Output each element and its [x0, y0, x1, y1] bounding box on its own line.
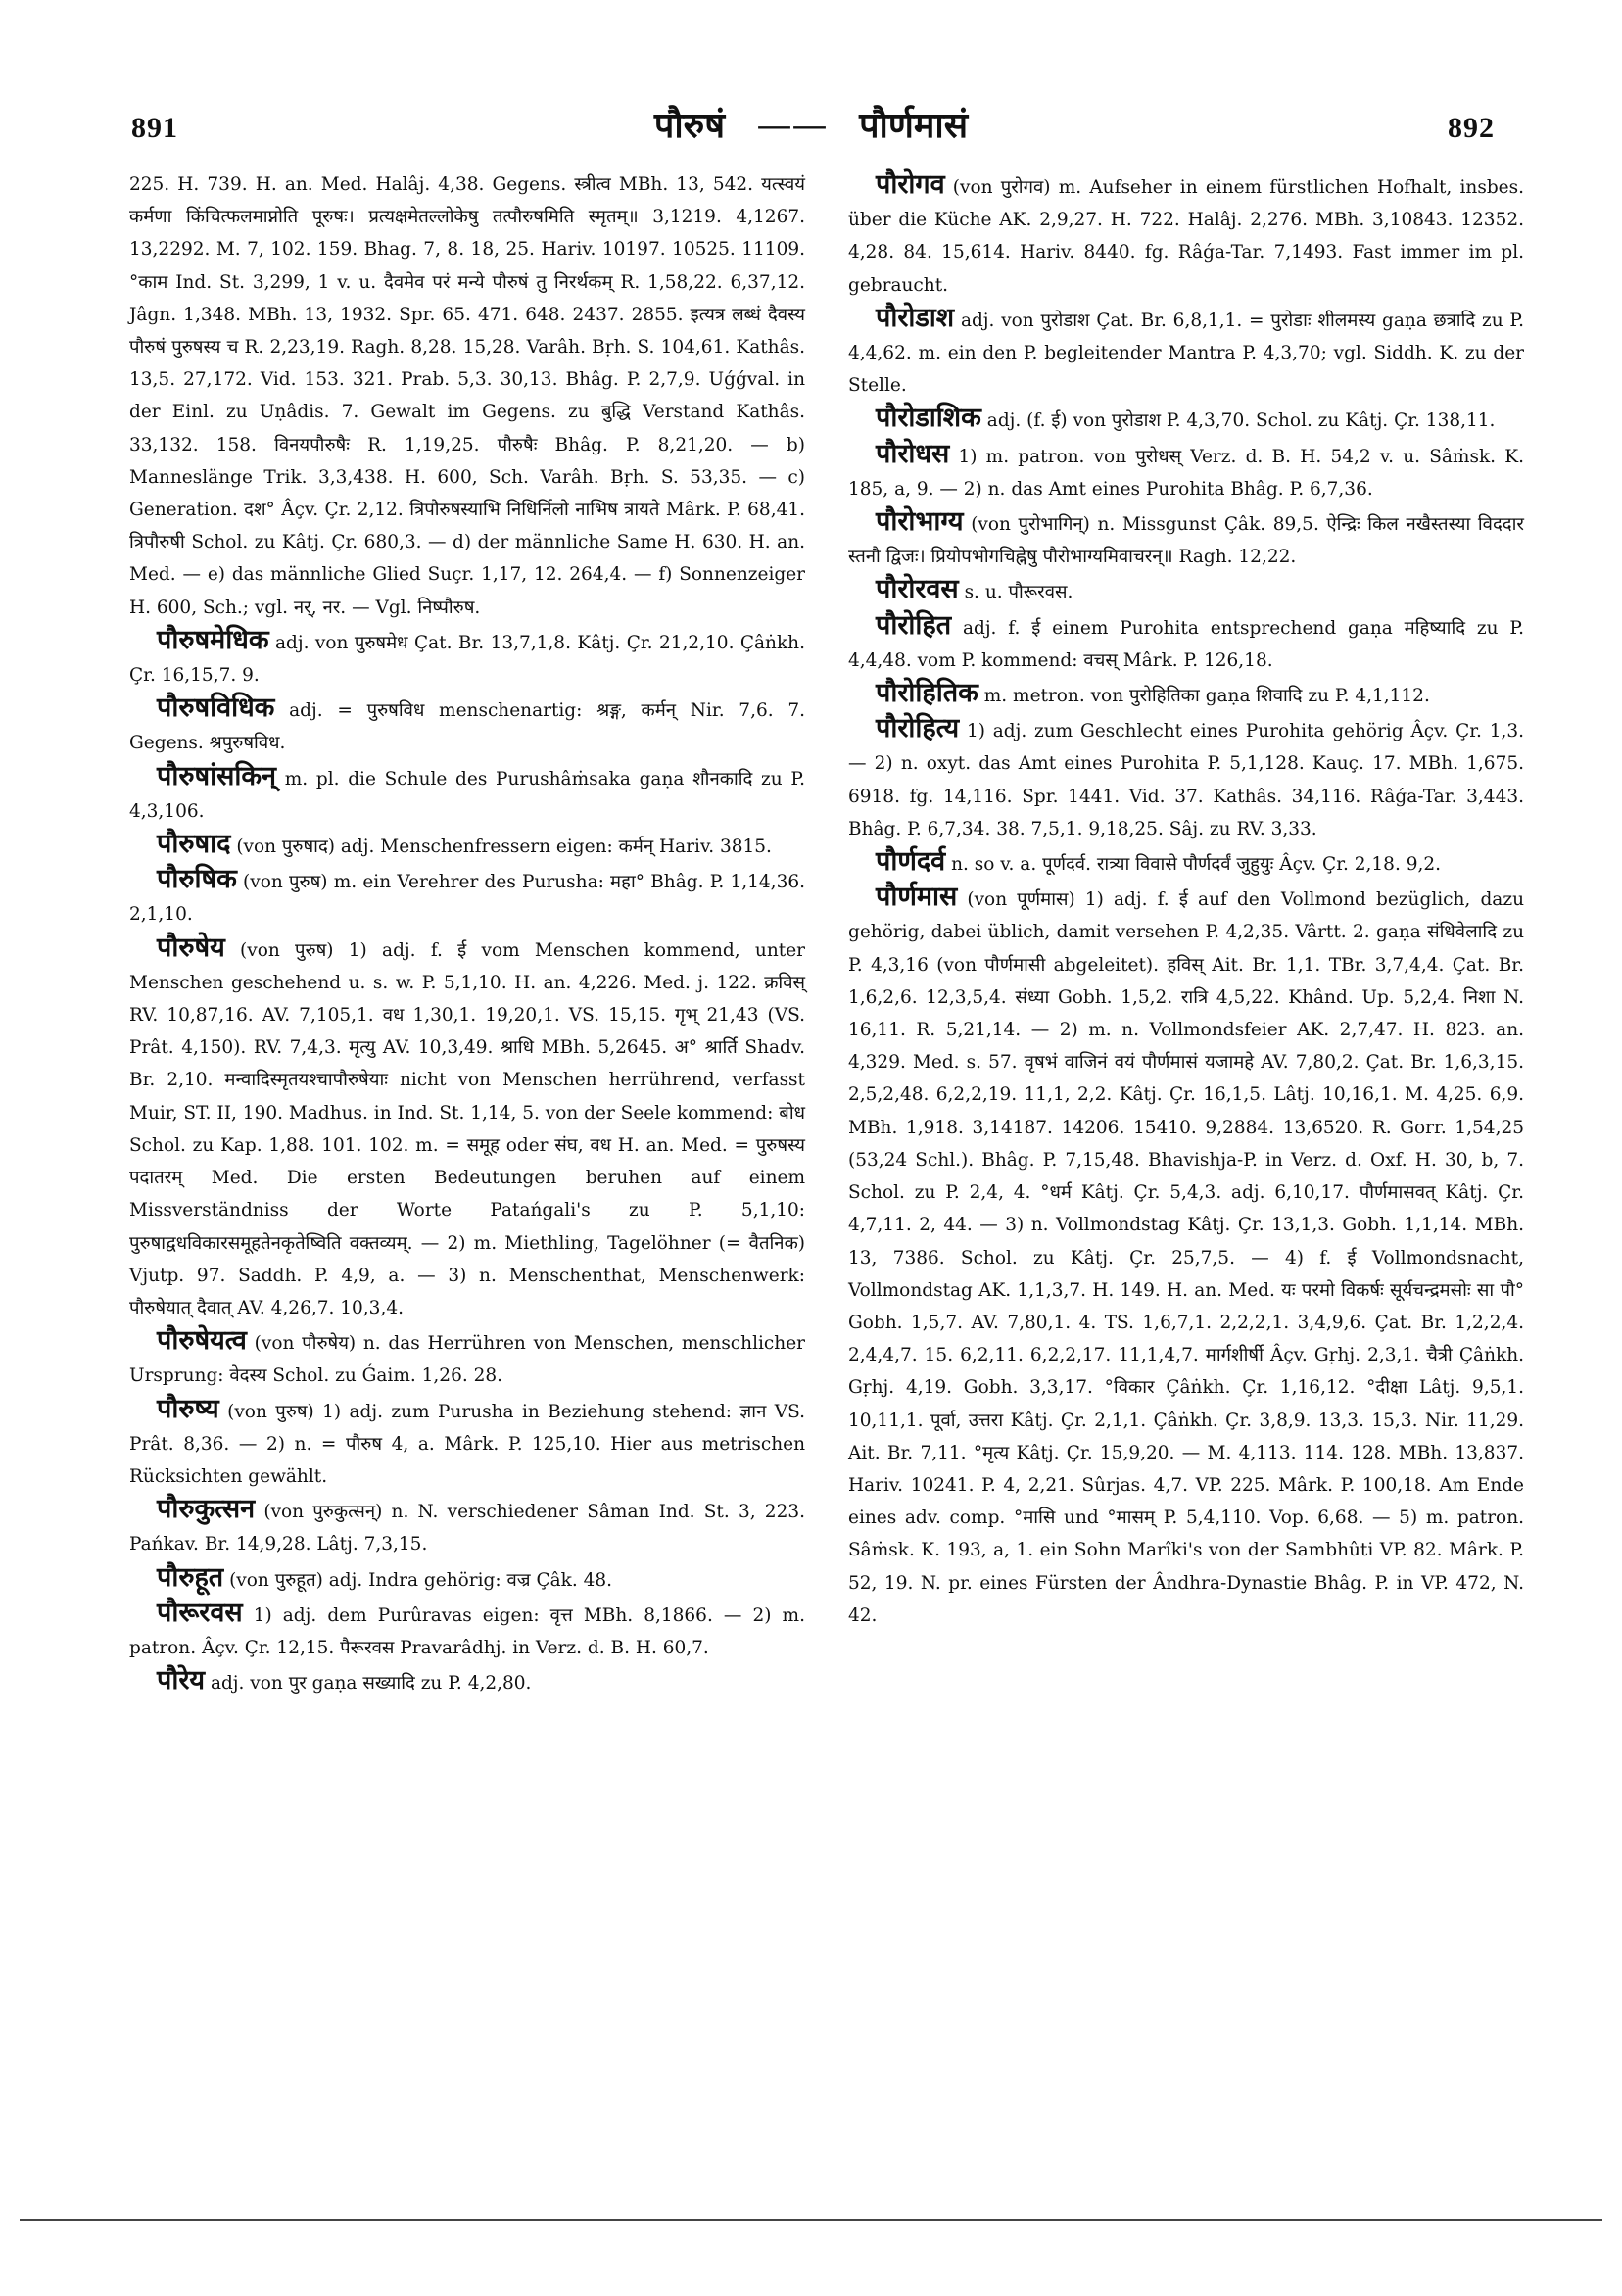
dictionary-entry [848, 505, 1524, 573]
dictionary-entry [848, 302, 1524, 403]
entry-headword: पौरोडाशिक [876, 403, 981, 434]
entry-text: (von पुरुष) 1) adj. f. ई vom Menschen kommend, unter Menschen geschehend u. s. w. P. 5,1,10. H. an. 4,226. Med. j. 122. क्रविस् RV. 10,87,16. AV. 7,105,1. वध 1,30,1. 19,20,1. VS. 15,15. गृभ् 21,43 (VS. Prât. 4,150). RV. 7,4,3. मृत्यु AV. 10,3,49. श्राधि MBh. 5,2645. अ° श्रार्ति Shadv. Br. 2,10. मन्वादिस्मृतयश्चापौरुषेयाः nicht von Menschen herrührend, verfasst Muir, ST. II, 190. Madhus. in Ind. St. 1,14, 5. von der Seele kommend: बोध Schol. zu Kap. 1,88. 101. 102. m. = समूह oder संघ, वध H. an. Med. = पुरुषस्य पदातरम् Med. Die ersten Bedeutungen beruhen auf einem Missverständniss der Worte Patańgali's zu P. 5,1,10: पुरुषाद्वधविकारसमूहतेनकृतेष्विति वक्तव्यम्. — 2) m. Miethling, Tagelöhner (= वैतनिक) Vjutp. 97. Saddh. P. 4,9, a. — 3) n. Menschenthat, Menschenwerk: पौरुषेयात् दैवात् AV. 4,26,7. 10,3,4. [129, 939, 805, 1318]
dictionary-entry [129, 1664, 805, 1699]
dictionary-entry [129, 932, 805, 1324]
entry-headword: पौरुषविधिक [157, 693, 275, 724]
entry-headword: पौरुषांसकिन् [157, 760, 277, 791]
dictionary-entry [129, 692, 805, 759]
entry-text: adj. (f. ई) von पुरोडाश P. 4,3,70. Schol. zu Kâtj. Çr. 138,11. [986, 410, 1496, 432]
entry-text: 1) adj. zum Geschlecht eines Purohita gehörig Âçv. Çr. 1,3. — 2) n. oxyt. das Amt eines Purohita P. 5,1,128. Kauç. 17. MBh. 1,675. 6918. fg. 14,116. Spr. 1441. Vid. 37. Kathâs. 34,116. Râǵa-Tar. 3,443. Bhâg. P. 6,7,34. 38. 7,5,1. 9,18,25. Sâj. zu RV. 3,33. [848, 721, 1524, 839]
running-title-right: पौर्णमासं [859, 105, 969, 146]
dictionary-entry [848, 881, 1524, 1632]
entry-text: adj. von पुरोडाश Çat. Br. 6,8,1,1. = पुरोडाः शीलमस्य gaṇa छत्रादि zu P. 4,4,62. m. ein den P. begleitender Mantra P. 4,3,70; vgl. Siddh. K. zu der Stelle. [848, 310, 1524, 397]
dictionary-entry [129, 1493, 805, 1560]
entry-text: (von पौरुषेय) n. das Herrühren von Menschen, menschlicher Ursprung: वेदस्य Schol. zu Ǵaim. 1,26. 28. [129, 1333, 805, 1387]
dictionary-entry [129, 1561, 805, 1597]
running-title [127, 100, 1495, 148]
dictionary-entry [129, 1597, 805, 1664]
entry-headword: पौरुष्य [157, 1393, 219, 1424]
dictionary-entry [848, 845, 1524, 881]
dictionary-entry [848, 677, 1524, 712]
entry-text: m. pl. die Schule des Purushâṁsaka gaṇa शौनकादि zu P. 4,3,106. [129, 768, 805, 822]
entry-text: (von पुरोभागिन्) n. Missgunst Çâk. 89,5. ऐन्द्रिः किल नखैस्तस्या विददार स्तनौ द्विजः। प्रियोपभोगचिह्नेषु पौरोभाग्यमिवाचरन्॥ Ragh. 12,22. [848, 514, 1524, 568]
entry-headword: पौरुकुत्सन [157, 1494, 256, 1525]
running-title-dash: —— [756, 106, 828, 146]
entry-text: (von पुरुष) m. ein Verehrer des Purusha: महा° Bhâg. P. 1,14,36. 2,1,10. [129, 872, 805, 926]
entry-text: adj. = पुरुषविध menschenartig: श्रङ्ग, कर्मन् Nir. 7,6. 7. Gegens. श्रपुरुषविध. [129, 700, 805, 754]
entry-text: adj. von पुरुषमेध Çat. Br. 13,7,1,8. Kâtj. Çr. 21,2,10. Çâṅkh. Çr. 16,15,7. 9. [129, 632, 805, 687]
entry-headword: पौरूरवस [157, 1597, 243, 1628]
entry-headword: पौरोहित्य [876, 713, 960, 744]
entry-headword: पौरुषेय [157, 932, 225, 963]
entry-headword: पौरुषमेधिक [157, 624, 269, 655]
entry-headword: पौरोहित [876, 609, 952, 641]
dictionary-entry [848, 573, 1524, 608]
dictionary-entry [848, 168, 1524, 302]
entry-text: (von पुरुकुत्सन्) n. N. verschiedener Sâman Ind. St. 3, 223. Pańkav. Br. 14,9,28. Lâtj. 7,3,15. [129, 1502, 805, 1555]
left-column [129, 168, 805, 1699]
dictionary-entry [848, 712, 1524, 845]
page-header [127, 94, 1495, 153]
entry-headword: पौरुषेयत्व [157, 1325, 247, 1357]
page-number-right: 892 [1448, 112, 1495, 144]
dictionary-entry [848, 438, 1524, 505]
entry-text: m. metron. von पुरोहितिका gaṇa शिवादि zu P. 4,1,112. [983, 686, 1430, 707]
entry-text: adj. f. ई einem Purohita entsprechend gaṇa महिष्यादि zu P. 4,4,48. vom P. kommend: वचस् Mârk. P. 126,18. [848, 617, 1524, 671]
dictionary-entry [848, 609, 1524, 677]
entry-text: 1) adj. dem Purûravas eigen: वृत्त MBh. 8,1866. — 2) m. patron. Âçv. Çr. 12,15. पैरूरवस Pravarâdhj. in Verz. d. B. H. 60,7. [129, 1604, 805, 1658]
entry-continuation [129, 168, 805, 624]
entry-headword: पौरुषाद [157, 829, 231, 860]
page-number-left: 891 [131, 112, 178, 144]
entry-headword: पौर्णदर्व [876, 846, 946, 878]
right-column [848, 168, 1524, 1632]
entry-text: (von पूर्णमास) 1) adj. f. ई auf den Vollmond bezüglich, dazu gehörig, dabei üblich, damit versehen P. 4,2,35. Vârtt. 2. gaṇa संधिवेलादि zu P. 4,3,16 (von पौर्णमासी abgeleitet). हविस् Ait. Br. 1,1. TBr. 3,7,4,4. Çat. Br. 1,6,2,6. 12,3,5,4. संध्या Gobh. 1,5,2. रात्रि 4,5,22. Khând. Up. 5,2,4. निशा N. 16,11. R. 5,21,14. — 2) m. n. Vollmondsfeier AK. 2,7,47. H. 823. an. 4,329. Med. s. 57. वृषभं वाजिनं वयं पौर्णमासं यजामहे AV. 7,80,2. Çat. Br. 1,6,3,15. 2,5,2,48. 6,2,2,19. 11,1, 2,2. Kâtj. Çr. 16,1,5. Lâtj. 10,16,1. M. 4,25. 6,9. MBh. 1,918. 3,14187. 14206. 15410. 9,2884. 13,6520. R. Gorr. 1,54,25 (53,24 Schl.). Bhâg. P. 7,15,48. Bhavishja-P. in Verz. d. Oxf. H. 30, b, 7. Schol. zu P. 2,4, 4. °धर्म Kâtj. Çr. 5,4,3. adj. 6,10,17. पौर्णमासवत् Kâtj. Çr. 4,7,11. 2, 44. — 3) n. Vollmondstag Kâtj. Çr. 13,1,3. Gobh. 1,1,14. MBh. 13, 7386. Schol. zu Kâtj. Çr. 25,7,5. — 4) f. ई Vollmondsnacht, Vollmondstag AK. 1,1,3,7. H. 149. H. an. Med. यः परमो विकर्षः सूर्यचन्द्रमसोः सा पौ° Gobh. 1,5,7. AV. 7,80,1. 4. TS. 1,6,7,1. 2,2,2,1. 3,4,9,6. Çat. Br. 1,2,2,4. 2,4,4,7. 15. 6,2,11. 6,2,2,17. 11,1,4,7. मार्गशीर्षी Âçv. Gṛhj. 2,3,1. चैत्री Çâṅkh. Gṛhj. 4,19. Gobh. 3,3,17. °विकार Çâṅkh. Çr. 1,16,12. °दीक्षा Lâtj. 9,5,1. 10,11,1. पूर्वा, उत्तरा Kâtj. Çr. 2,1,1. Çâṅkh. Çr. 3,8,9. 13,3. 15,3. Nir. 11,29. Ait. Br. 7,11. °मृत्य Kâtj. Çr. 15,9,20. — M. 4,113. 114. 128. MBh. 13,837. Hariv. 10241. P. 4, 2,21. Sûrjas. 4,7. VP. 225. Mârk. P. 100,18. Am Ende eines adv. comp. °मासि und °मासम् P. 5,4,110. Vop. 6,68. — 5) m. patron. Sâṁsk. K. 193, a, 1. ein Sohn Marîki's von der Sambhûti VP. 82. Mârk. P. 52, 19. N. pr. eines Fürsten der Ândhra-Dynastie Bhâg. P. in VP. 472, N. 42. [848, 889, 1524, 1626]
entry-headword: पौरुहूत [157, 1561, 224, 1593]
dictionary-entry [129, 828, 805, 863]
entry-text: s. u. पौरूरवस. [964, 582, 1073, 603]
entry-text: (von पुरुषाद) adj. Menschenfressern eigen: कर्मन् Hariv. 3815. [236, 837, 772, 858]
entry-headword: पौर्णमास [876, 882, 958, 913]
entry-text: 225. H. 739. H. an. Med. Halâj. 4,38. Gegens. स्त्रीत्व MBh. 13, 542. यत्स्वयं कर्मणा किंचित्फलमाप्नोति पूरुषः। प्रत्यक्षमेतल्लोकेषु तत्पौरुषमिति स्मृतम्॥ 3,1219. 4,1267. 13,2292. M. 7, 102. 159. Bhag. 7, 8. 18, 25. Hariv. 10197. 10525. 11109. °काम Ind. St. 3,299, 1 v. u. दैवमेव परं मन्ये पौरुषं तु निरर्थकम् R. 1,58,22. 6,37,12. Jâgn. 1,348. MBh. 13, 1932. Spr. 65. 471. 648. 2437. 2855. इत्यत्र लब्धं दैवस्य पौरुषं पुरुषस्य च R. 2,23,19. Ragh. 8,28. 15,28. Varâh. Bṛh. S. 104,61. Kathâs. 13,5. 27,172. Vid. 153. 321. Prab. 5,3. 30,13. Bhâg. P. 2,7,9. Uǵǵval. in der Einl. zu Uṇâdis. 7. Gewalt im Gegens. zu बुद्धि Verstand Kathâs. 33,132. 158. विनयपौरुषैः R. 1,19,25. पौरुषैः Bhâg. P. 8,21,20. — b) Manneslänge Trik. 3,3,438. H. 600, Sch. Varâh. Bṛh. S. 53,35. — c) Generation. दश° Âçv. Çr. 2,12. त्रिपौरुषस्याभि निधिर्निलो नाभिष त्रायते Mârk. P. 68,41. त्रिपौरुषी Schol. zu Kâtj. Çr. 680,3. — d) der männliche Same H. 630. H. an. Med. — e) das männliche Glied Suçr. 1,17, 12. 264,4. — f) Sonnenzeiger H. 600, Sch.; vgl. नर्, नर. — Vgl. निष्पौरुष. [129, 174, 805, 618]
entry-text: (von पुरुहूत) adj. Indra gehörig: वज्र Çâk. 48. [229, 1569, 613, 1591]
dictionary-entry [129, 1393, 805, 1494]
running-title-left: पौरुषं [653, 105, 725, 146]
entry-text: (von पुरुष) 1) adj. zum Purusha in Beziehung stehend: ज्ञान VS. Prât. 8,36. — 2) n. = पौरुष 4, a. Mârk. P. 125,10. Hier aus metrischen Rücksichten gewählt. [129, 1401, 805, 1487]
dictionary-entry [129, 1324, 805, 1392]
entry-headword: पौरोहितिक [876, 678, 978, 709]
entry-headword: पौरोधस [876, 438, 950, 469]
dictionary-entry [129, 863, 805, 931]
dictionary-entry [848, 402, 1524, 437]
entry-headword: पौरेय [157, 1665, 206, 1697]
entry-headword: पौरोगव [876, 169, 945, 200]
bottom-rule [20, 2219, 1602, 2221]
entry-headword: पौरोभाग्य [876, 506, 964, 538]
entry-text: n. so v. a. पूर्णदर्व. रात्र्या विवासे पौर्णदर्वं जुहुयुः Âçv. Çr. 2,18. 9,2. [951, 854, 1442, 876]
entry-headword: पौरुषिक [157, 864, 237, 895]
entry-text: adj. von पुर gaṇa सख्यादि zu P. 4,2,80. [210, 1673, 532, 1695]
entry-text: 1) m. patron. von पुरोधस् Verz. d. B. H. 54,2 v. u. Sâṁsk. K. 185, a, 9. — 2) n. das Amt eines Purohita Bhâg. P. 6,7,36. [848, 446, 1524, 500]
entry-text: (von पुरोगव) m. Aufseher in einem fürstlichen Hofhalt, insbes. über die Küche AK. 2,9,27. H. 722. Halâj. 2,276. MBh. 3,10843. 12352. 4,28. 84. 15,614. Hariv. 8440. fg. Râǵa-Tar. 7,1493. Fast immer im pl. gebraucht. [848, 177, 1524, 296]
entry-headword: पौरोरवस [876, 574, 959, 605]
entry-headword: पौरोडाश [876, 302, 955, 333]
dictionary-entry [129, 760, 805, 828]
dictionary-entry [129, 624, 805, 692]
